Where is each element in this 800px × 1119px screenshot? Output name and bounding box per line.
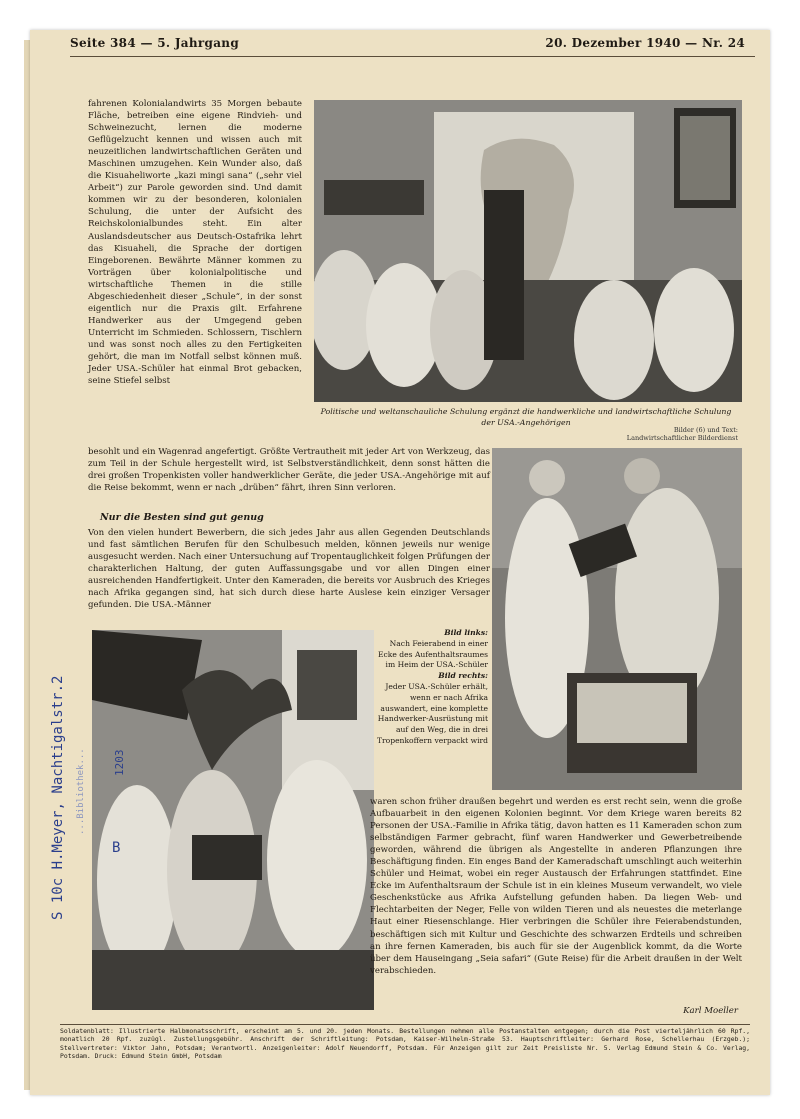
photo-classroom-map bbox=[314, 100, 742, 402]
article-author: Karl Moeller bbox=[683, 1006, 738, 1016]
caption-right-text: Jeder USA.-Schüler erhält, wenn er nach Afrika auswandert, eine komplette Handwerker-Ausrüstung mit auf den Weg, die in drei Tropenkoffern verpackt wird bbox=[376, 681, 488, 745]
page-header-right: 20. Dezember 1940 — Nr. 24 bbox=[545, 36, 745, 50]
photo-accordion-evening bbox=[92, 630, 374, 1010]
stamp-number: 1203 bbox=[113, 749, 126, 776]
header-rule bbox=[70, 56, 755, 57]
caption-left-label: Bild links: bbox=[444, 628, 488, 637]
article-paragraph-tools: besohlt und ein Wagenrad angefertigt. Größte Vertrautheit mit jeder Art von Werkzeug, das zum Teil in der Schule hergestellt wird, ist Selbstverständlichkeit, denn sonst hätten die drei großen Tropenkisten voller handwerklicher Geräte, die jeder USA.-Angehörige mit auf die Reise bekommt, wenn er nach „drüben“ fährt, ihren Sinn verloren. bbox=[88, 447, 490, 494]
library-address-stamp: S 10c H.Meyer, Nachtigalstr.2 bbox=[50, 675, 66, 920]
caption-right-label: Bild rechts: bbox=[438, 671, 488, 681]
article-subheading: Nur die Besten sind gut genug bbox=[100, 512, 264, 523]
article-paragraph-selection: Von den vielen hundert Bewerbern, die sich jedes Jahr aus allen Gegenden Deutschlands und fast sämtlichen Berufen für den Schulbesuch melden, können jeweils nur wenige ausgesucht werden. Nach einer Untersuchung auf Tropentauglichkeit folgen Prüfungen der charakterlichen Haltung, der guten Auffassungsgabe und vor allen Dingen einer ausreichenden Handfertigkeit. Unter den Kameraden, die bereits vor Ausbruch des Krieges nach Afrika gegangen sind, hat sich durch diese harte Auslese kein einziger Versager gefunden. Die USA.-Männer bbox=[88, 528, 490, 611]
article-paragraph-conclusion: waren schon früher draußen begehrt und werden es erst recht sein, wenn die große Aufbauarbeit in den eigenen Kolonien beginnt. Vor dem Kriege waren bereits 82 Personen der USA.-Familie in Afrika tätig, davon hatten es 11 Kameraden schon zum selbständigen Farmer gebracht, fünf waren Handwerker und Gewerbetreibende geworden, während die übrigen als Angestellte in anderen Pflanzungen ihre Beschäftigung finden. Ein enges Band der Kameradschaft umschlingt auch weiterhin Schüler und Heimat, wobei ein reger Austausch der Erfahrungen stattfindet. Eine Ecke im Aufenthaltsraum der Schule ist in ein kleines Museum verwandelt, wo viele Geschenkstücke aus Afrika Aufstellung gefunden haben. Da liegen Web- und Flechtarbeiten der Neger, Felle von wilden Tieren und als neuestes die meterlange Haut einer Riesenschlange. Hier verbringen die Schüler ihre Feierabendstunden, beschäftigen sich mit Kultur und Geschichte des schwarzen Erdteils und schreiben an ihre fernen Kameraden, bis auch für sie der Augenblick kommt, da die Worte über dem Hauseingang „Seia safari“ (Gute Reise) für die Arbeit draußen in der Welt verabschieden. bbox=[370, 797, 742, 976]
faded-library-stamp: ...Bibliothek... bbox=[76, 748, 86, 835]
stamp-letter: B bbox=[112, 840, 121, 856]
photo-tropical-chest bbox=[492, 448, 742, 790]
publisher-imprint: Soldatenblatt: Illustrierte Halbmonatsschrift, erscheint am 5. und 20. jeden Monats. Bestellungen nehmen alle Postanstalten entgegen; durch die Post vierteljährlich 60 Rpf., monatlich 20 Rpf. zuzügl. Zustellungsgebühr. Anschrift der Schriftleitung: Potsdam, Kaiser-Wilhelm-Straße 53. Hauptschriftleiter: Gerhard Rose, Schellerhau (Erzgeb.); Stellvertreter: Viktor Jahn, Potsdam; Verantwortl. Anzeigenleiter: Adolf Neuendorff, Potsdam. Für Anzeigen gilt zur Zeit Preisliste Nr. 5. Verlag Edmund Stein & Co. Verlag, Potsdam. Druck: Edmund Stein GmbH, Potsdam bbox=[60, 1024, 750, 1061]
caption-left-text: Nach Feierabend in einer Ecke des Aufenthaltsraumes im Heim der USA.-Schüler bbox=[377, 638, 488, 670]
page-header-left: Seite 384 — 5. Jahrgang bbox=[70, 36, 240, 50]
photo-credit: Bilder (6) und Text: Landwirtschaftlicher Bilderdienst bbox=[626, 426, 738, 442]
article-column-1: fahrenen Kolonialandwirts 35 Morgen bebaute Fläche, betreiben eine eigene Rindvieh- und Schweinezucht, lernen die moderne Geflügelzucht kennen und wissen auch mit neuzeitlichen landwirtschaftlichen Geräten und Maschinen umzugehen. Kein Wunder also, daß die Kisuaheliworte „kazi mingi sana“ („sehr viel Arbeit“) zur Parole geworden sind. Und damit kommen wir zu der besonderen, kolonialen Schulung, die unter der Aufsicht des Reichskolonialbundes steht. Ein alter Auslandsdeutscher aus Deutsch-Ostafrika lehrt das Kisuaheli, die Sprache der dortigen Eingeborenen. Bewährte Männer kommen zu Vorträgen über kolonialpolitische und wirtschaftliche Themen in die stille Abgeschiedenheit dieser „Schule“, in der sonst eigentlich nur die Praxis gilt. Erfahrene Handwerker aus der Umgegend geben Unterricht im Schmieden. Schlossern, Tischlern und was sonst noch alles zu den Fertigkeiten gehört, die man im Notfall selbst können muß. Jeder USA.-Schüler hat einmal Brot gebacken, seine Stiefel selbst bbox=[88, 99, 302, 387]
photo-top-caption: Politische und weltanschauliche Schulung ergänzt die handwerkliche und landwirtschaftliche Schulung der USA.-Angehörigen bbox=[320, 407, 732, 427]
photo-captions-box bbox=[376, 628, 488, 747]
